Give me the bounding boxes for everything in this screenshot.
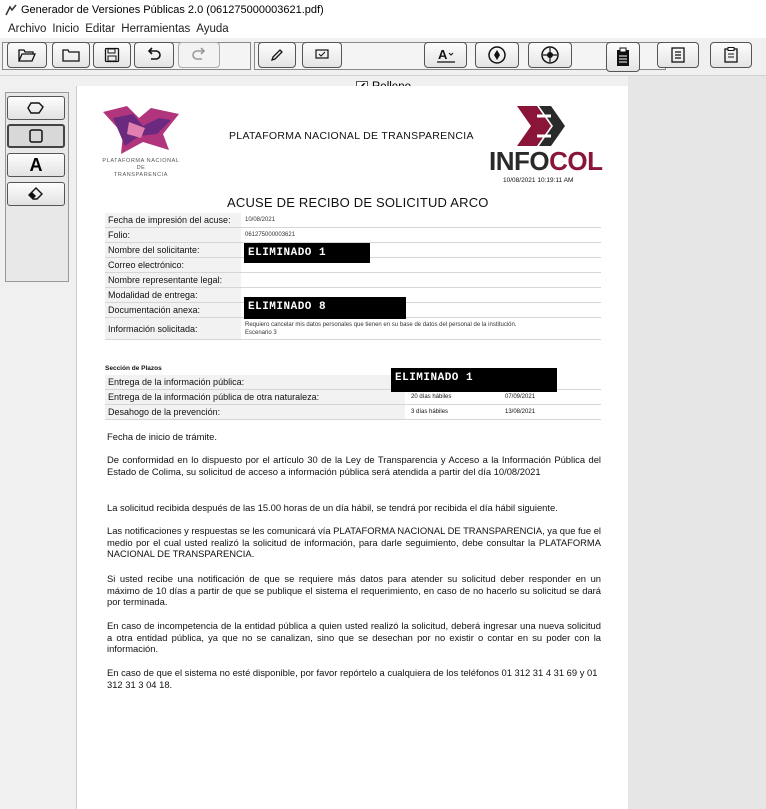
pencil-button[interactable] bbox=[258, 42, 296, 68]
infocol-logo-col: COL bbox=[549, 146, 603, 176]
app-icon bbox=[4, 3, 18, 17]
paragraph: Si usted recibe una notificación de que se requiere más datos para atender su solicitud deber responder en un máximo de 10 días a partir de que se publique el sistema el requerimiento, en caso de no hacerlo su solicitud se dará por terminada. bbox=[107, 573, 601, 607]
menu-bar bbox=[0, 20, 766, 38]
text-tool-icon: A bbox=[29, 154, 43, 175]
infocol-logo-info: INFO bbox=[489, 146, 550, 176]
paragraph: Las notificaciones y respuestas se les comunicará vía PLATAFORMA NACIONAL DE TRANSPARENCIA, ya que fue el medio por el cual usted realizó la solicitud de información, para darle seguimiento, debe consultar la PLATAFORMA NACIONAL DE TRANSPARENCIA. bbox=[107, 525, 601, 559]
polygon-icon bbox=[27, 101, 45, 115]
svg-text:A: A bbox=[437, 47, 447, 62]
field-row bbox=[105, 213, 601, 228]
deadline-days: 20 días hábiles bbox=[411, 394, 452, 400]
expand-icon bbox=[540, 45, 560, 65]
field-label: Fecha de impresión del acuse: bbox=[105, 213, 241, 227]
paragraph: Fecha de inicio de trámite. bbox=[107, 431, 217, 442]
toolbar bbox=[0, 38, 766, 76]
paragraph: La solicitud recibida después de las 15.00 horas de un día hábil, se tendrá por recibida el día hábil siguiente. bbox=[107, 502, 558, 513]
deadline-date: 13/08/2021 bbox=[505, 409, 536, 415]
field-label: Información solicitada: bbox=[105, 318, 241, 339]
shrink-icon bbox=[487, 45, 507, 65]
undo-icon bbox=[145, 46, 163, 64]
deadline-label: Entrega de la información pública de otra naturaleza: bbox=[105, 390, 405, 404]
rectangle-tool-button[interactable] bbox=[7, 124, 65, 148]
deadline-label: Entrega de la información pública: bbox=[105, 375, 405, 389]
field-row bbox=[105, 273, 601, 288]
field-label: Nombre representante legal: bbox=[105, 273, 241, 287]
paragraph: En caso de incompetencia de la entidad pública a quien usted realizó la solicitud, deberá ingresar una nueva solicitud a otra entidad pública, ya que no se canalizan, sino que se desechan por no existir o contar en su poder con la información. bbox=[107, 620, 601, 654]
folder-open-icon bbox=[18, 48, 36, 62]
field-label: Modalidad de entrega: bbox=[105, 288, 241, 302]
request-fields bbox=[105, 213, 601, 340]
save-icon bbox=[104, 47, 120, 63]
field-value: 10/08/2021 bbox=[245, 217, 276, 223]
deadline-days: 3 días hábiles bbox=[411, 409, 449, 415]
deadline-row bbox=[105, 405, 601, 420]
polygon-tool-button[interactable] bbox=[7, 96, 65, 120]
eraser-icon bbox=[27, 187, 45, 201]
title-bar bbox=[0, 0, 766, 20]
stamp-icon bbox=[313, 47, 331, 63]
document-heading: ACUSE DE RECIBO DE SOLICITUD ARCO bbox=[227, 195, 489, 210]
undo-button[interactable] bbox=[134, 42, 174, 68]
save-button[interactable] bbox=[93, 42, 131, 68]
header-title: PLATAFORMA NACIONAL DE TRANSPARENCIA bbox=[229, 130, 474, 142]
clipboard-paste-button[interactable] bbox=[606, 42, 640, 72]
eraser-tool-button[interactable] bbox=[7, 182, 65, 206]
stamp-button[interactable] bbox=[302, 42, 342, 68]
pdf-page[interactable] bbox=[76, 86, 628, 809]
deadline-row bbox=[105, 390, 601, 405]
redaction-box[interactable]: ELIMINADO 8 bbox=[244, 297, 406, 319]
field-row bbox=[105, 228, 601, 243]
document-list-button[interactable] bbox=[657, 42, 699, 68]
new-button[interactable] bbox=[52, 42, 90, 68]
menu-inicio[interactable]: Inicio bbox=[52, 23, 80, 35]
text-tool-button[interactable] bbox=[7, 153, 65, 177]
open-button[interactable] bbox=[7, 42, 47, 68]
menu-ayuda[interactable]: Ayuda bbox=[196, 23, 229, 35]
viewer-background bbox=[628, 76, 766, 809]
field-value bbox=[241, 273, 601, 287]
clipboard-button[interactable] bbox=[710, 42, 752, 68]
field-label: Folio: bbox=[105, 228, 241, 242]
redaction-box[interactable]: ELIMINADO 1 bbox=[244, 243, 370, 263]
folder-icon bbox=[62, 48, 80, 62]
pnt-logo-text: PLATAFORMA NACIONAL DE TRANSPARENCIA bbox=[102, 158, 180, 178]
field-label: Documentación anexa: bbox=[105, 303, 241, 317]
clipboard-outline-icon bbox=[724, 47, 738, 63]
pnt-logo bbox=[99, 104, 183, 160]
field-value: 061275000003621 bbox=[245, 232, 296, 238]
infocol-logo bbox=[489, 146, 603, 177]
deadline-label: Desahogo de la prevención: bbox=[105, 405, 405, 419]
field-value: Requiero cancelar mis datos personales que tienen en su base de datos del personal de la institución. Escenario 3 bbox=[245, 322, 517, 336]
expand-button[interactable] bbox=[528, 42, 572, 68]
field-label: Nombre del solicitante: bbox=[105, 243, 241, 257]
paragraph: De conformidad en lo dispuesto por el artículo 30 de la Ley de Transparencia y Acceso a la Información Pública del Estado de Colima, su solicitud de acceso a información pública será atendida a partir del día 10/08/2021 bbox=[107, 454, 601, 477]
font-size-icon bbox=[436, 47, 456, 63]
shrink-button[interactable] bbox=[475, 42, 519, 68]
redaction-box[interactable]: ELIMINADO 1 bbox=[391, 368, 557, 392]
document-timestamp: 10/08/2021 10:19:11 AM bbox=[503, 177, 574, 184]
tool-panel bbox=[0, 76, 72, 809]
menu-archivo[interactable]: Archivo bbox=[8, 23, 47, 35]
menu-herramientas[interactable]: Herramientas bbox=[121, 23, 191, 35]
deadline-date: 07/09/2021 bbox=[505, 394, 536, 400]
field-row bbox=[105, 318, 601, 340]
window-title: Generador de Versiones Públicas 2.0 (061275000003621.pdf) bbox=[21, 4, 324, 16]
paragraph: En caso de que el sistema no esté disponible, por favor repórtelo a cualquiera de los teléfonos 01 312 31 4 31 69 y 01 312 31 3 04 18. bbox=[107, 667, 598, 690]
menu-editar[interactable]: Editar bbox=[85, 23, 116, 35]
pencil-icon bbox=[269, 47, 285, 63]
rectangle-icon bbox=[28, 128, 44, 144]
redo-icon bbox=[190, 46, 208, 64]
document-list-icon bbox=[671, 47, 685, 63]
deadlines-title: Sección de Plazos bbox=[105, 365, 162, 372]
font-size-button[interactable] bbox=[424, 42, 467, 68]
redo-button[interactable] bbox=[178, 42, 220, 68]
clipboard-icon bbox=[615, 47, 631, 67]
infocol-logo-mark bbox=[513, 102, 571, 150]
field-label: Correo electrónico: bbox=[105, 258, 241, 272]
